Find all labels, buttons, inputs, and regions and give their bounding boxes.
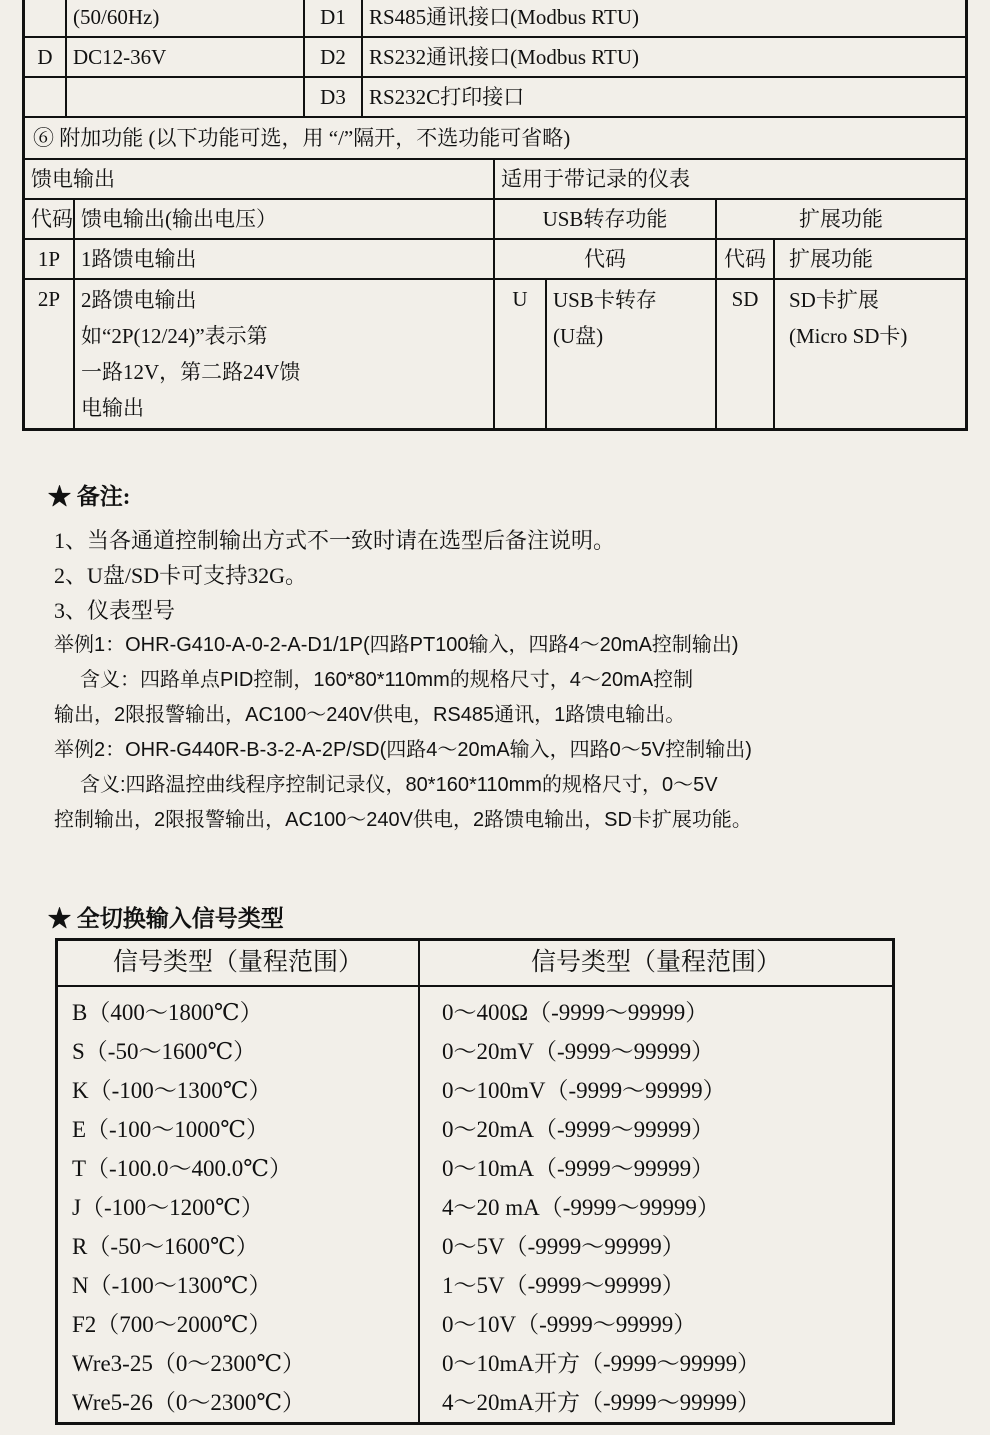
table-row: [25, 160, 965, 200]
list-item: B（400～1800℃）: [72, 1000, 263, 1025]
example2-line: 含义:四路温控曲线程序控制记录仪，80*160*110mm的规格尺寸，0～5V: [80, 774, 718, 796]
list-item: R（-50～1600℃）: [72, 1234, 259, 1259]
signal-header-left: 信号类型（量程范围）: [58, 941, 420, 987]
list-item: 0～20mV（-9999～99999）: [442, 1039, 715, 1064]
power-code: [25, 78, 67, 118]
feed-text-header: 馈电输出(输出电压）: [75, 200, 495, 240]
comm-code: D3: [305, 78, 363, 118]
signal-right-column: [420, 987, 892, 1422]
list-item: F2（700～2000℃）: [72, 1312, 272, 1337]
example1-line: 含义：四路单点PID控制，160*80*110mm的规格尺寸，4～20mA控制: [80, 669, 694, 691]
power-code: [25, 0, 67, 38]
example2-line: 控制输出，2限报警输出，AC100～240V供电，2路馈电输出，SD卡扩展功能。: [54, 809, 752, 831]
list-item: 0～10mA（-9999～99999）: [442, 1156, 715, 1181]
ext-func-line: SD卡扩展: [789, 288, 879, 312]
table-row: [25, 0, 965, 38]
signal-section-heading: ★ 全切换输入信号类型: [48, 906, 284, 931]
usb-code-header: 代码: [495, 240, 717, 280]
applicable-label: 适用于带记录的仪表: [495, 160, 965, 200]
usb-func-line: USB卡转存: [553, 288, 657, 312]
table-row: [25, 240, 965, 280]
feed-text: 1路馈电输出: [75, 240, 495, 280]
notes-block: [22, 488, 972, 838]
feed-text: 2路馈电输出: [81, 288, 197, 312]
usb-func-line: (U盘): [553, 324, 604, 348]
note-item: 1、当各通道控制输出方式不一致时请在选型后备注说明。: [54, 528, 616, 553]
ext-func-line: (Micro SD卡): [789, 324, 908, 348]
feed-output-label: 馈电输出: [25, 160, 495, 200]
power-text: (50/60Hz): [67, 0, 305, 38]
list-item: 0～400Ω（-9999～99999）: [442, 1000, 709, 1025]
signal-type-table: [55, 938, 895, 1425]
list-item: 0～20mA（-9999～99999）: [442, 1117, 715, 1142]
table-row: [25, 200, 965, 240]
table-header-row: [58, 941, 892, 987]
list-item: S（-50～1600℃）: [72, 1039, 257, 1064]
section-title-additional-functions: ⑥ 附加功能 (以下功能可选，用 “/”隔开，不选功能可省略): [25, 118, 965, 160]
power-text: DC12-36V: [67, 38, 305, 78]
note-item: 3、仪表型号: [54, 598, 176, 623]
signal-left-column: [58, 987, 420, 1422]
comm-text: RS232C打印接口: [363, 78, 965, 118]
list-item: 4～20 mA（-9999～99999）: [442, 1195, 720, 1220]
comm-text: RS232通讯接口(Modbus RTU): [363, 38, 965, 78]
notes-heading: ★ 备注:: [48, 484, 131, 509]
list-item: 0～10mA开方（-9999～99999）: [442, 1351, 761, 1376]
feed-text-block: [75, 280, 495, 428]
example2-title: 举例2：OHR-G440R-B-3-2-A-2P/SD(四路4～20mA输入，四路0～5V控制输出): [54, 739, 752, 761]
list-item: E（-100～1000℃）: [72, 1117, 269, 1142]
comm-code: D2: [305, 38, 363, 78]
feed-code: 1P: [25, 240, 75, 280]
table-body: [58, 987, 892, 1422]
notes-spacer: [22, 488, 972, 523]
list-item: Wre3-25（0～2300℃）: [72, 1351, 306, 1376]
feed-extra-line: 一路12V，第二路24V馈: [81, 360, 301, 384]
feed-extra-line: 如“2P(12/24)”表示第: [81, 324, 268, 348]
ext-func-header: 扩展功能: [775, 240, 965, 280]
power-code: D: [25, 38, 67, 78]
feed-code-header: 代码: [25, 200, 75, 240]
list-item: 0～5V（-9999～99999）: [442, 1234, 685, 1259]
usb-code: U: [495, 280, 547, 428]
table-row: [25, 38, 965, 78]
list-item: N（-100～1300℃）: [72, 1273, 272, 1298]
list-item: K（-100～1300℃）: [72, 1078, 272, 1103]
list-item: 4～20mA开方（-9999～99999）: [442, 1390, 761, 1415]
ext-code: SD: [717, 280, 775, 428]
feed-extra-line: 电输出: [81, 396, 144, 420]
power-text: [67, 78, 305, 118]
list-item: 1～5V（-9999～99999）: [442, 1273, 685, 1298]
usb-func-block: [547, 280, 717, 428]
note-item: 2、U盘/SD卡可支持32G。: [54, 563, 308, 588]
table-row: [25, 78, 965, 118]
list-item: 0～10V（-9999～99999）: [442, 1312, 697, 1337]
list-item: T（-100.0～400.0℃）: [72, 1156, 292, 1181]
list-item: Wre5-26（0～2300℃）: [72, 1390, 306, 1415]
signal-header-right: 信号类型（量程范围）: [420, 941, 892, 987]
list-item: J（-100～1200℃）: [72, 1195, 264, 1220]
comm-code: D1: [305, 0, 363, 38]
ext-code-header: 代码: [717, 240, 775, 280]
ext-func-block: [775, 280, 965, 428]
comm-text: RS485通讯接口(Modbus RTU): [363, 0, 965, 38]
usb-header: USB转存功能: [495, 200, 717, 240]
selection-table: [22, 0, 968, 431]
example1-title: 举例1：OHR-G410-A-0-2-A-D1/1P(四路PT100输入，四路4～20mA控制输出): [54, 634, 739, 656]
extension-header: 扩展功能: [717, 200, 965, 240]
feed-code: 2P: [25, 280, 75, 428]
example1-line: 输出，2限报警输出，AC100～240V供电，RS485通讯，1路馈电输出。: [54, 704, 686, 726]
list-item: 0～100mV（-9999～99999）: [442, 1078, 726, 1103]
table-row: [25, 280, 965, 428]
